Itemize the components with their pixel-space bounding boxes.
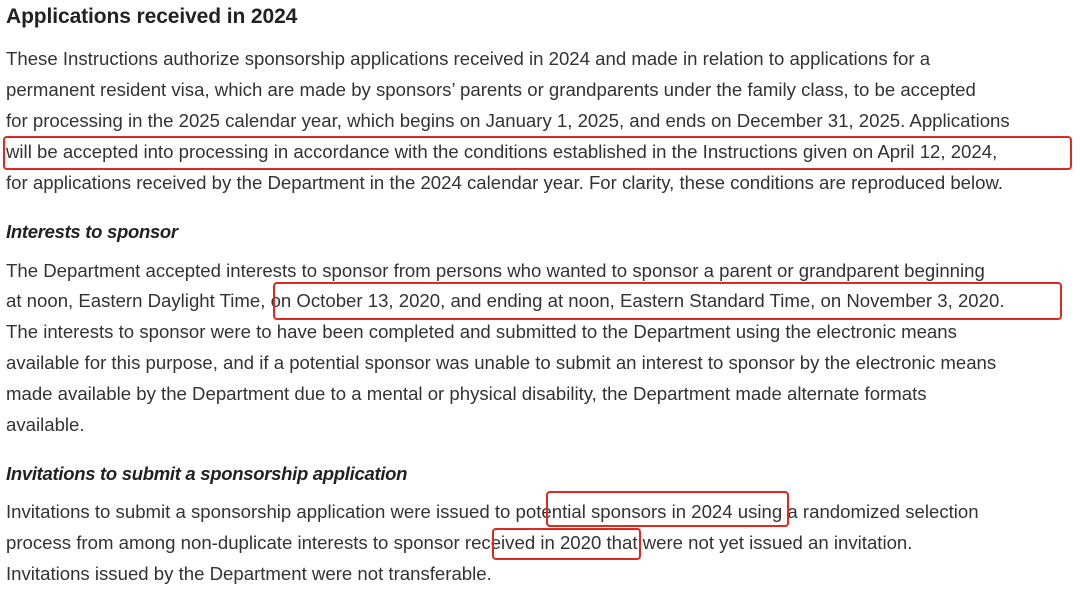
paragraph-line: at noon, Eastern Daylight Time, on October 13, 2020, and ending at noon, Eastern Standard Time, on November 3, 2020.	[6, 290, 1005, 311]
paragraph-line: will be accepted into processing in accordance with the conditions established in the Instructions given on April 12, 2024,	[6, 141, 998, 162]
paragraph-line: Invitations issued by the Department were not transferable.	[6, 563, 492, 584]
highlight-box-potential-sponsors-2024	[546, 491, 789, 527]
paragraph-line: The Department accepted interests to sponsor from persons who wanted to sponsor a parent or grandparent beginning	[6, 260, 985, 281]
section-heading-interests-to-sponsor: Interests to sponsor	[6, 221, 178, 242]
paragraph-line: made available by the Department due to a mental or physical disability, the Department made alternate formats	[6, 383, 927, 404]
highlight-box-received-in-2020	[492, 528, 641, 560]
paragraph-line: The interests to sponsor were to have been completed and submitted to the Department using the electronic means	[6, 321, 957, 342]
paragraph-line: for processing in the 2025 calendar year, which begins on January 1, 2025, and ends on December 31, 2025. Applications	[6, 110, 1010, 131]
section-heading-invitations: Invitations to submit a sponsorship application	[6, 463, 408, 484]
paragraph-line: These Instructions authorize sponsorship applications received in 2024 and made in relation to applications for a	[6, 48, 931, 69]
highlight-box-processing-conditions	[3, 136, 1072, 170]
paragraph-line: for applications received by the Department in the 2024 calendar year. For clarity, these conditions are reproduced below.	[6, 172, 1004, 193]
paragraph-line: process from among non-duplicate interests to sponsor received in 2020 that were not yet issued an invitation.	[6, 532, 913, 553]
paragraph-line: available.	[6, 414, 85, 435]
paragraph-line: available for this purpose, and if a potential sponsor was unable to submit an interest to sponsor by the electronic means	[6, 352, 997, 373]
paragraph-line: permanent resident visa, which are made by sponsors’ parents or grandparents under the family class, to be accepted	[6, 79, 976, 100]
paragraph-line: Invitations to submit a sponsorship application were issued to potential sponsors in 2024 using a randomized selection	[6, 501, 979, 522]
highlight-box-interest-dates	[273, 282, 1062, 320]
section-heading-applications-2024: Applications received in 2024	[6, 5, 298, 28]
